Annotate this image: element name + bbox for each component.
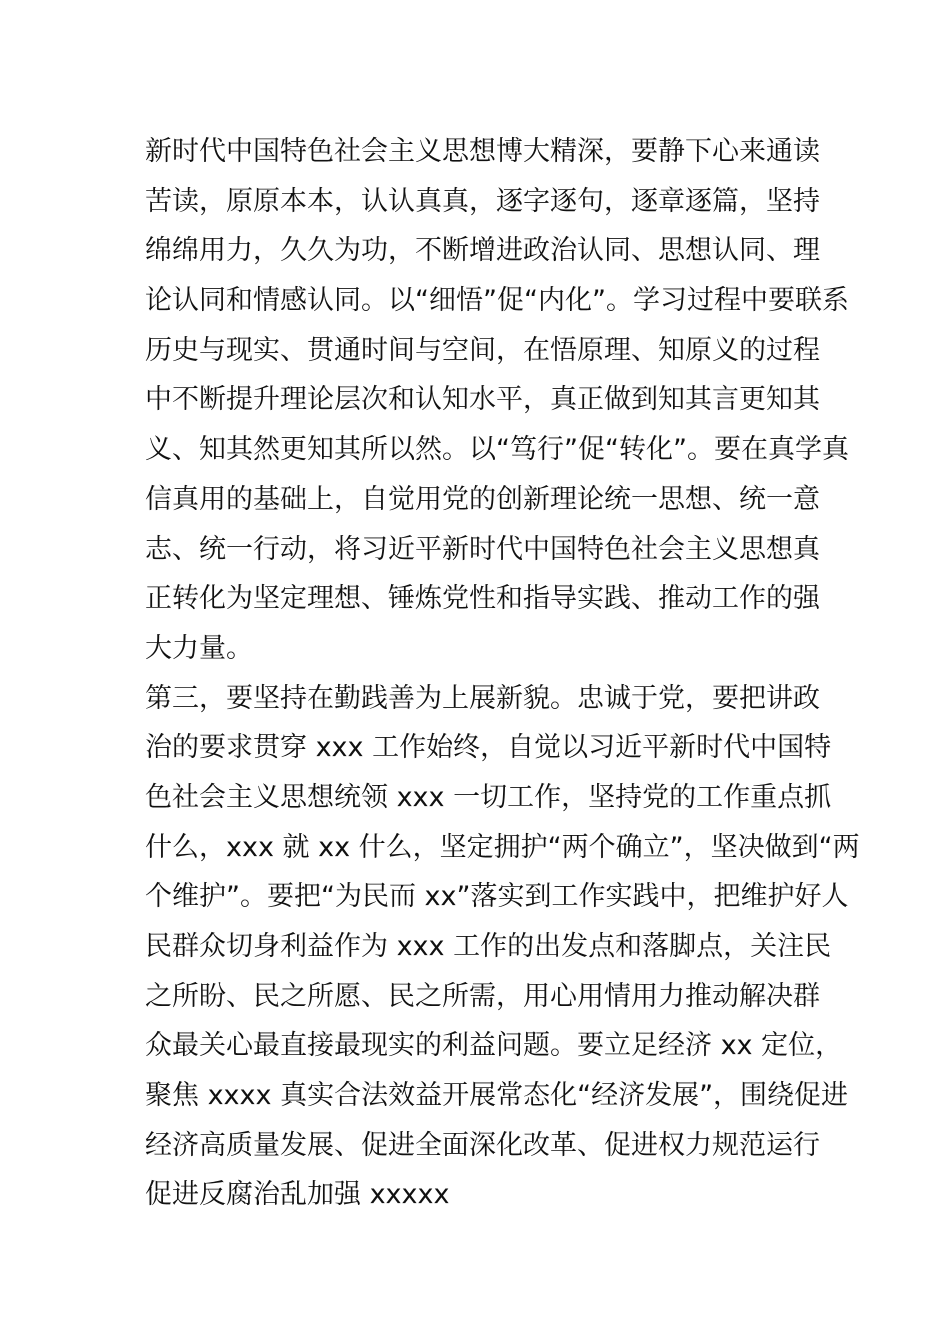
text-line-10: 正转化为坚定理想、锤炼党性和指导实践、推动工作的强 [145, 583, 820, 615]
text-line-14: 色社会主义思想统领 xxx 一切工作，坚持党的工作重点抓 [145, 781, 832, 813]
text-line-11: 大力量。 [145, 632, 253, 664]
text-line-6: 中不断提升理论层次和认知水平，真正做到知其言更知其 [145, 384, 820, 416]
text-line-9: 志、统一行动，将习近平新时代中国特色社会主义思想真 [145, 533, 820, 565]
text-line-5: 历史与现实、贯通时间与空间，在悟原理、知原义的过程 [145, 334, 820, 366]
text-line-21: 经济高质量发展、促进全面深化改革、促进权力规范运行 [145, 1129, 820, 1161]
text-line-19: 众最关心最直接最现实的利益问题。要立足经济 xx 定位， [145, 1030, 843, 1062]
text-line-2: 苦读，原原本本，认认真真，逐字逐句，逐章逐篇，坚持 [145, 185, 820, 217]
text-line-16: 个维护”。要把“为民而 xx”落实到工作实践中，把维护好人 [145, 881, 849, 913]
text-line-22: 促进反腐治乱加强 xxxxx [145, 1179, 450, 1211]
text-line-7: 义、知其然更知其所以然。以“笃行”促“转化”。要在真学真 [145, 434, 849, 466]
text-line-12: 第三，要坚持在勤践善为上展新貌。忠诚于党，要把讲政 [145, 682, 820, 714]
text-line-13: 治的要求贯穿 xxx 工作始终，自觉以习近平新时代中国特 [145, 732, 832, 764]
text-line-15: 什么，xxx 就 xx 什么，坚定拥护“两个确立”，坚决做到“两 [145, 831, 860, 863]
text-line-18: 之所盼、民之所愿、民之所需，用心用情用力推动解决群 [145, 980, 820, 1012]
document-body-text [145, 127, 860, 1220]
text-line-1: 新时代中国特色社会主义思想博大精深，要静下心来通读 [145, 136, 820, 167]
text-line-3: 绵绵用力，久久为功，不断增进政治认同、思想认同、理 [145, 235, 820, 267]
text-line-20: 聚焦 xxxx 真实合法效益开展常态化“经济发展”，围绕促进 [145, 1080, 849, 1112]
text-line-17: 民群众切身利益作为 xxx 工作的出发点和落脚点，关注民 [145, 931, 832, 962]
text-line-8: 信真用的基础上，自觉用党的创新理论统一思想、统一意 [145, 483, 820, 515]
text-line-4: 论认同和情感认同。以“细悟”促“内化”。学习过程中要联系 [145, 285, 849, 317]
